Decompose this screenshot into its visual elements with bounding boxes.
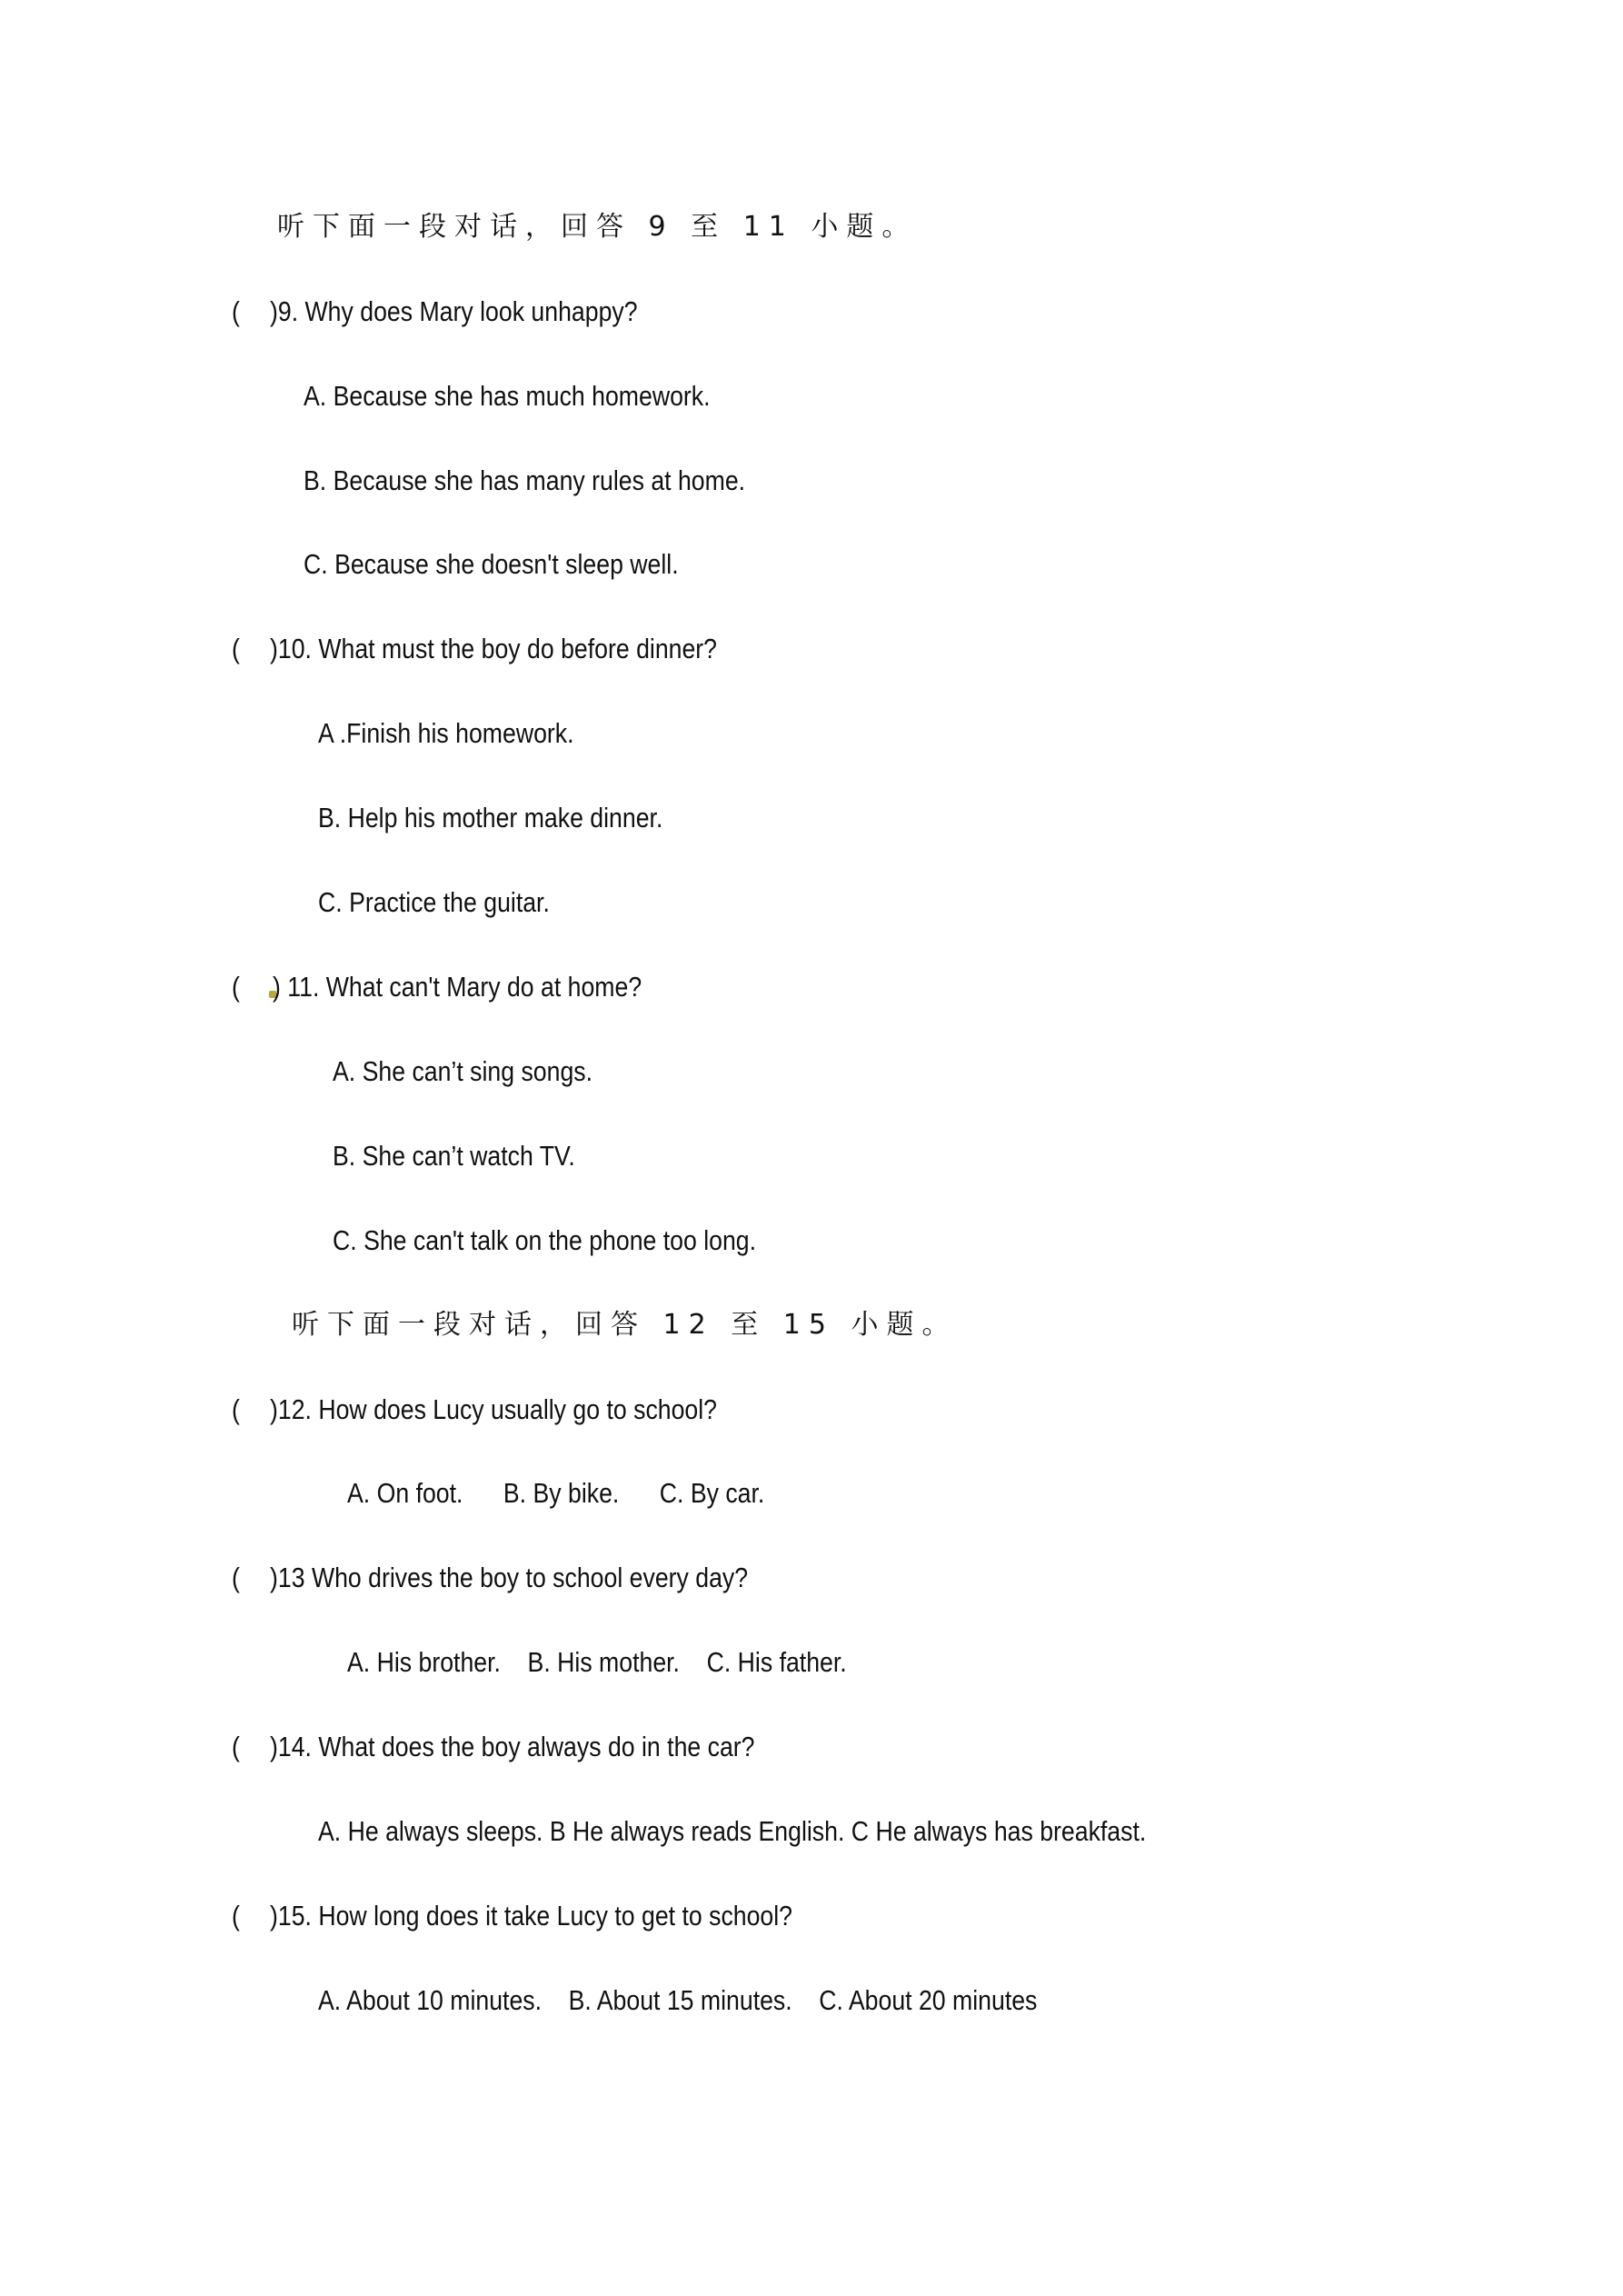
option-10c: C. Practice the guitar. xyxy=(318,886,550,918)
option-9b: B. Because she has many rules at home. xyxy=(304,464,746,496)
option-11a: A. She can’t sing songs. xyxy=(333,1055,593,1087)
question-12: )12. How does Lucy usually go to school? xyxy=(270,1393,718,1425)
section-heading-12-15: 听下面一段对话，回答 12 至 15 小题。 xyxy=(292,1309,958,1341)
answer-paren-13: ( xyxy=(232,1562,240,1593)
options-12: A. On foot. B. By bike. C. By car. xyxy=(347,1477,765,1509)
answer-paren-12: ( xyxy=(232,1393,240,1425)
option-10a: A .Finish his homework. xyxy=(318,717,574,749)
question-13: )13 Who drives the boy to school every day? xyxy=(270,1562,749,1593)
question-14: )14. What does the boy always do in the car? xyxy=(270,1731,755,1762)
question-10: )10. What must the boy do before dinner? xyxy=(270,633,718,664)
option-11b: B. She can’t watch TV. xyxy=(333,1140,575,1172)
answer-paren-10: ( xyxy=(232,633,240,664)
option-10b: B. Help his mother make dinner. xyxy=(318,802,663,834)
question-11: ) 11. What can't Mary do at home? xyxy=(273,971,642,1003)
options-15: A. About 10 minutes. B. About 15 minutes. C. About 20 minutes xyxy=(318,1984,1038,2016)
answer-paren-9: ( xyxy=(232,295,240,327)
answer-paren-14: ( xyxy=(232,1731,240,1762)
option-9a: A. Because she has much homework. xyxy=(304,380,711,412)
option-11c: C. She can't talk on the phone too long. xyxy=(333,1224,757,1256)
answer-paren-11: ( xyxy=(232,971,240,1003)
answer-paren-15: ( xyxy=(232,1900,240,1932)
question-15: )15. How long does it take Lucy to get to school? xyxy=(270,1900,793,1932)
section-heading-9-11: 听下面一段对话，回答 9 至 11 小题。 xyxy=(277,211,918,243)
options-13: A. His brother. B. His mother. C. His father. xyxy=(347,1646,847,1678)
options-14: A. He always sleeps. B He always reads English. C He always has breakfast. xyxy=(318,1815,1147,1847)
option-9c: C. Because she doesn't sleep well. xyxy=(304,548,679,580)
question-9: )9. Why does Mary look unhappy? xyxy=(270,295,638,327)
